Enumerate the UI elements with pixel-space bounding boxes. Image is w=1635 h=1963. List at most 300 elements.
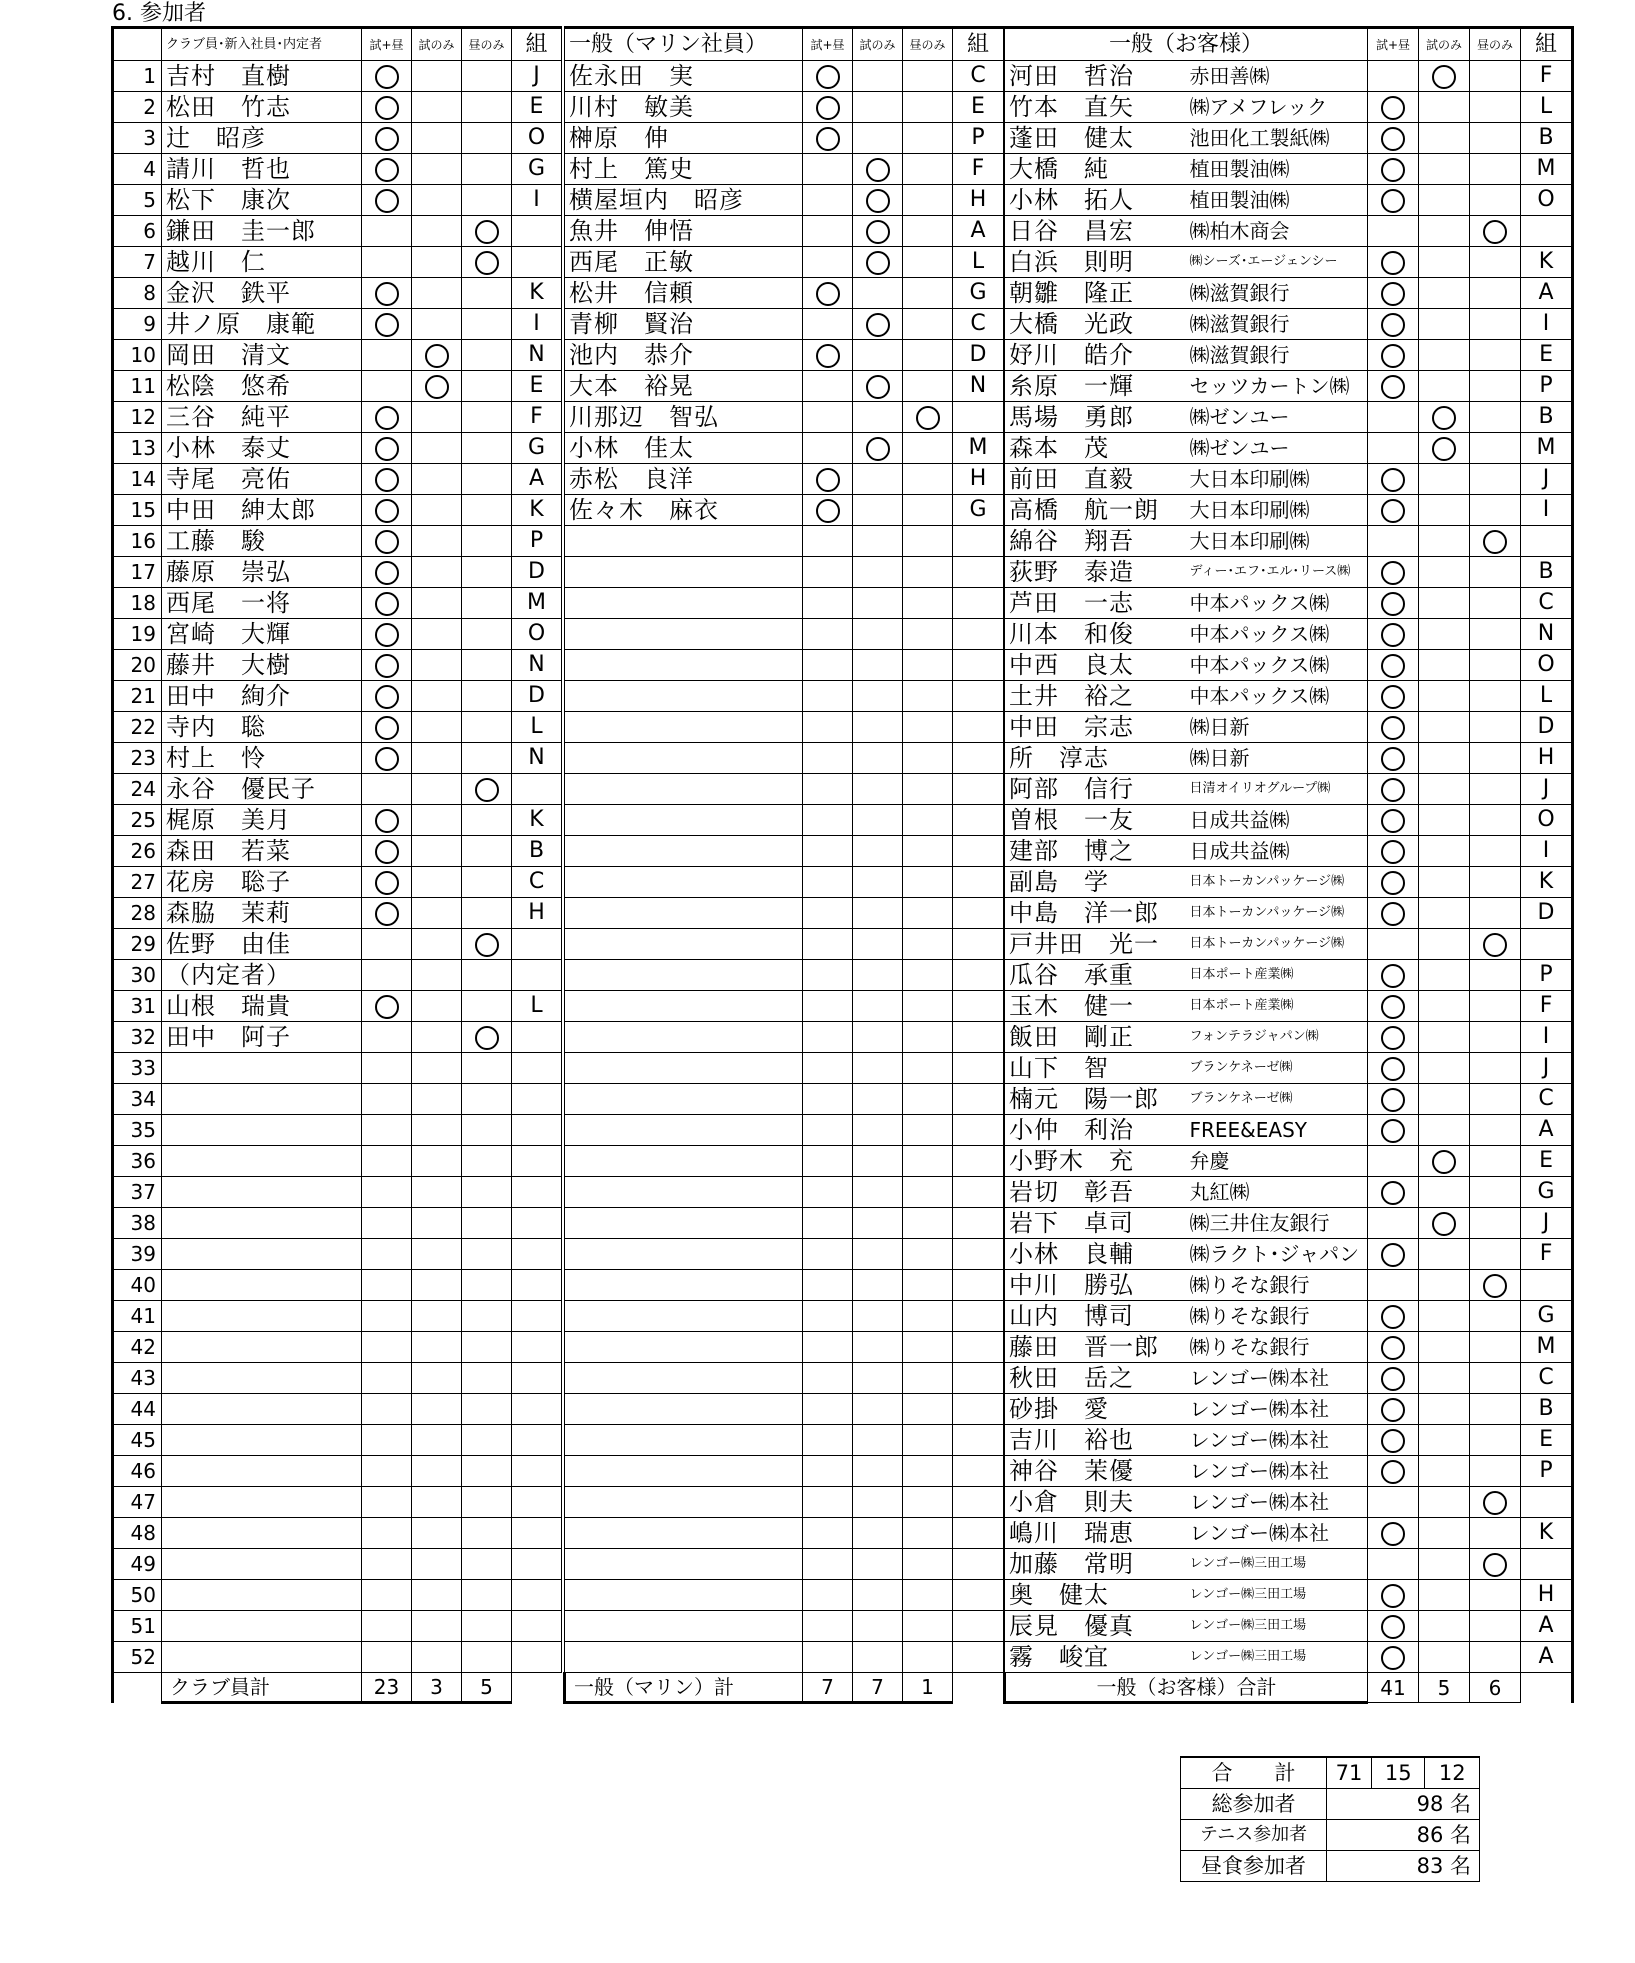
group-cell [1521, 1487, 1573, 1518]
participant-name: 花房 聡子 [162, 867, 362, 898]
lunch-only-cell [903, 185, 953, 216]
trial-lunch-cell [803, 123, 853, 154]
club-total-b: 3 [412, 1673, 462, 1703]
trial-lunch-cell [362, 309, 412, 340]
trial-only-cell [1419, 991, 1470, 1022]
circle-mark-icon [816, 344, 840, 368]
participant-name: 戸井田 光一 [1005, 929, 1186, 960]
trial-lunch-cell [1368, 743, 1419, 774]
group-cell: K [1521, 1518, 1573, 1549]
lunch-only-cell [903, 154, 953, 185]
table-row [565, 495, 1004, 526]
trial-lunch-cell [803, 1487, 853, 1518]
participant-name: 大本 裕晃 [565, 371, 803, 402]
participant-name [162, 1549, 362, 1580]
lunch-only-cell [462, 619, 512, 650]
group-cell: O [1521, 650, 1573, 681]
group-cell: J [1521, 1208, 1573, 1239]
group-cell [512, 1084, 562, 1115]
circle-mark-icon [475, 220, 499, 244]
trial-only-cell [1419, 216, 1470, 247]
group-cell [512, 1146, 562, 1177]
trial-lunch-cell [803, 991, 853, 1022]
lunch-only-cell [462, 309, 512, 340]
table-row [113, 185, 562, 216]
circle-mark-icon [1381, 251, 1405, 275]
lunch-only-cell [1470, 1084, 1521, 1115]
trial-only-cell [412, 1146, 462, 1177]
trial-only-cell [412, 557, 462, 588]
trial-only-cell [853, 743, 903, 774]
circle-mark-icon [1381, 964, 1405, 988]
participant-name [565, 619, 803, 650]
table-row [565, 1611, 1004, 1642]
guest-header-group: 組 [1521, 28, 1573, 61]
table-row [113, 1332, 562, 1363]
lunch-only-cell [1470, 340, 1521, 371]
participant-name: 秋田 岳之 [1005, 1363, 1186, 1394]
group-cell: M [512, 588, 562, 619]
table-row [565, 1549, 1004, 1580]
trial-only-cell [853, 92, 903, 123]
participant-name [565, 557, 803, 588]
table-row [1005, 309, 1573, 340]
lunch-only-cell [462, 712, 512, 743]
trial-only-cell [853, 340, 903, 371]
row-number: 10 [113, 340, 162, 371]
company-name: 日清オイリオグループ㈱ [1186, 774, 1368, 805]
trial-lunch-cell [1368, 1053, 1419, 1084]
table-row [565, 929, 1004, 960]
participant-name [565, 1239, 803, 1270]
table-row [113, 1053, 562, 1084]
lunch-only-cell [903, 61, 953, 92]
group-cell: K [512, 278, 562, 309]
trial-lunch-cell [1368, 433, 1419, 464]
trial-only-cell [412, 743, 462, 774]
participant-name [162, 1115, 362, 1146]
table-row [113, 433, 562, 464]
trial-only-cell [412, 1642, 462, 1673]
participant-name [565, 526, 803, 557]
circle-mark-icon [375, 685, 399, 709]
lunch-only-cell [1470, 216, 1521, 247]
group-cell [953, 557, 1004, 588]
trial-lunch-cell [803, 278, 853, 309]
circle-mark-icon [375, 127, 399, 151]
lunch-only-cell [1470, 1208, 1521, 1239]
participant-name [162, 1518, 362, 1549]
group-cell [512, 216, 562, 247]
trial-lunch-cell [1368, 681, 1419, 712]
trial-only-cell [1419, 123, 1470, 154]
trial-only-cell [1419, 898, 1470, 929]
row-number: 43 [113, 1363, 162, 1394]
trial-lunch-cell [803, 1208, 853, 1239]
participant-name: 中西 良太 [1005, 650, 1186, 681]
trial-lunch-cell [803, 929, 853, 960]
trial-only-cell [1419, 1487, 1470, 1518]
group-cell [953, 836, 1004, 867]
company-name: 日本ポート産業㈱ [1186, 991, 1368, 1022]
lunch-only-cell [462, 836, 512, 867]
marine-total-a: 7 [803, 1673, 853, 1703]
trial-lunch-cell [362, 619, 412, 650]
table-row [1005, 867, 1573, 898]
trial-only-cell [853, 867, 903, 898]
club-total-a: 23 [362, 1673, 412, 1703]
trial-only-cell [412, 1518, 462, 1549]
trial-only-cell [853, 1456, 903, 1487]
trial-lunch-cell [803, 1177, 853, 1208]
row-number: 14 [113, 464, 162, 495]
group-cell: O [1521, 805, 1573, 836]
lunch-only-cell [1470, 1549, 1521, 1580]
trial-lunch-cell [362, 1239, 412, 1270]
trial-only-cell [853, 123, 903, 154]
row-number: 26 [113, 836, 162, 867]
lunch-only-cell [1470, 371, 1521, 402]
trial-only-cell [853, 1363, 903, 1394]
trial-only-cell [412, 1022, 462, 1053]
table-row [565, 216, 1004, 247]
company-name: ㈱日新 [1186, 743, 1368, 774]
trial-lunch-cell [362, 371, 412, 402]
participant-name [565, 1146, 803, 1177]
row-number: 47 [113, 1487, 162, 1518]
group-cell: D [1521, 712, 1573, 743]
trial-lunch-cell [362, 340, 412, 371]
trial-only-cell [853, 402, 903, 433]
trial-only-cell [1419, 1301, 1470, 1332]
group-cell [512, 1611, 562, 1642]
trial-lunch-cell [362, 898, 412, 929]
trial-only-cell [1419, 1022, 1470, 1053]
circle-mark-icon [1381, 1119, 1405, 1143]
trial-lunch-cell [1368, 1549, 1419, 1580]
table-row [1005, 1425, 1573, 1456]
trial-only-cell [853, 464, 903, 495]
group-cell [512, 1301, 562, 1332]
group-cell: O [1521, 185, 1573, 216]
company-name: 日本トーカンパッケージ㈱ [1186, 898, 1368, 929]
group-cell: H [953, 185, 1004, 216]
table-row [1005, 774, 1573, 805]
trial-lunch-cell [1368, 340, 1419, 371]
row-number: 45 [113, 1425, 162, 1456]
table-row [113, 340, 562, 371]
table-row [113, 1301, 562, 1332]
participant-name: 砂掛 愛 [1005, 1394, 1186, 1425]
trial-lunch-cell [362, 1208, 412, 1239]
lunch-only-cell [1470, 154, 1521, 185]
trial-lunch-cell [1368, 898, 1419, 929]
participant-name: 村上 篤史 [565, 154, 803, 185]
trial-only-cell [1419, 1208, 1470, 1239]
participant-name: 蓬田 健太 [1005, 123, 1186, 154]
trial-lunch-cell [803, 247, 853, 278]
row-number: 20 [113, 650, 162, 681]
trial-lunch-cell [362, 247, 412, 278]
trial-only-cell [1419, 464, 1470, 495]
circle-mark-icon [1381, 1243, 1405, 1267]
table-row [565, 836, 1004, 867]
lunch-only-cell [903, 929, 953, 960]
circle-mark-icon [1381, 747, 1405, 771]
guest-table [1003, 26, 1574, 1704]
lunch-only-cell [903, 526, 953, 557]
table-row [1005, 929, 1573, 960]
row-number: 25 [113, 805, 162, 836]
trial-only-cell [412, 1301, 462, 1332]
participant-name [565, 1394, 803, 1425]
trial-lunch-cell [803, 650, 853, 681]
company-name: 弁慶 [1186, 1146, 1368, 1177]
row-number: 6 [113, 216, 162, 247]
lunch-only-cell [462, 1022, 512, 1053]
group-cell [953, 1611, 1004, 1642]
trial-only-cell [1419, 619, 1470, 650]
club-header-c3: 昼のみ [462, 28, 512, 61]
participant-name: （内定者） [162, 960, 362, 991]
table-row [1005, 278, 1573, 309]
table-row [1005, 1239, 1573, 1270]
lunch-only-cell [1470, 712, 1521, 743]
trial-lunch-cell [362, 1301, 412, 1332]
lunch-only-cell [1470, 1146, 1521, 1177]
table-row [565, 1053, 1004, 1084]
trial-lunch-cell [803, 1022, 853, 1053]
circle-mark-icon [375, 654, 399, 678]
trial-only-cell [853, 216, 903, 247]
group-cell [1521, 216, 1573, 247]
trial-only-cell [853, 433, 903, 464]
table-row [1005, 1642, 1573, 1673]
trial-only-cell [412, 991, 462, 1022]
table-row [565, 681, 1004, 712]
company-name: 中本パックス㈱ [1186, 588, 1368, 619]
row-number: 50 [113, 1580, 162, 1611]
lunch-only-cell [1470, 588, 1521, 619]
trial-only-cell [1419, 495, 1470, 526]
lunch-only-cell [462, 61, 512, 92]
lunch-only-cell [903, 1270, 953, 1301]
trial-lunch-cell [803, 495, 853, 526]
trial-lunch-cell [362, 1270, 412, 1301]
participant-name: 荻野 泰造 [1005, 557, 1186, 588]
group-cell [953, 402, 1004, 433]
group-cell [953, 1022, 1004, 1053]
lunch-only-cell [903, 278, 953, 309]
lunch-only-cell [1470, 247, 1521, 278]
circle-mark-icon [375, 468, 399, 492]
table-row [565, 464, 1004, 495]
table-row [1005, 1208, 1573, 1239]
trial-only-cell [1419, 1580, 1470, 1611]
table-row [113, 1580, 562, 1611]
group-cell: N [512, 340, 562, 371]
group-cell: J [1521, 464, 1573, 495]
table-row [1005, 123, 1573, 154]
circle-mark-icon [866, 220, 890, 244]
group-cell [512, 1208, 562, 1239]
lunch-only-cell [1470, 309, 1521, 340]
participant-name: 森本 茂 [1005, 433, 1186, 464]
trial-lunch-cell [1368, 216, 1419, 247]
trial-only-cell [412, 247, 462, 278]
row-number: 7 [113, 247, 162, 278]
circle-mark-icon [1483, 530, 1507, 554]
trial-only-cell [1419, 526, 1470, 557]
group-cell: O [512, 619, 562, 650]
trial-lunch-cell [362, 1580, 412, 1611]
table-row [1005, 991, 1573, 1022]
group-cell [953, 743, 1004, 774]
circle-mark-icon [375, 282, 399, 306]
participant-name [162, 1611, 362, 1642]
circle-mark-icon [475, 1026, 499, 1050]
lunch-only-cell [903, 774, 953, 805]
trial-lunch-cell [362, 743, 412, 774]
lunch-only-cell [903, 340, 953, 371]
group-cell: N [512, 650, 562, 681]
circle-mark-icon [1381, 840, 1405, 864]
lunch-only-cell [1470, 743, 1521, 774]
lunch-only-cell [462, 464, 512, 495]
lunch-only-cell [903, 681, 953, 712]
table-row [1005, 526, 1573, 557]
trial-only-cell [1419, 681, 1470, 712]
table-row [565, 1456, 1004, 1487]
participant-name [565, 1642, 803, 1673]
group-cell: F [512, 402, 562, 433]
trial-only-cell [412, 805, 462, 836]
circle-mark-icon [375, 65, 399, 89]
lunch-only-cell [1470, 960, 1521, 991]
trial-lunch-cell [803, 805, 853, 836]
table-row [113, 1115, 562, 1146]
trial-lunch-cell [362, 464, 412, 495]
trial-only-cell [1419, 805, 1470, 836]
group-cell: L [953, 247, 1004, 278]
participant-name: 横屋垣内 昭彦 [565, 185, 803, 216]
trial-lunch-cell [803, 433, 853, 464]
table-row [1005, 464, 1573, 495]
trial-only-cell [853, 1239, 903, 1270]
lunch-only-cell [462, 433, 512, 464]
circle-mark-icon [1483, 1491, 1507, 1515]
company-name: 植田製油㈱ [1186, 185, 1368, 216]
trial-lunch-cell [1368, 1177, 1419, 1208]
club-table [111, 26, 562, 1704]
row-number: 2 [113, 92, 162, 123]
group-cell: A [1521, 1115, 1573, 1146]
lunch-only-cell [1470, 92, 1521, 123]
circle-mark-icon [866, 375, 890, 399]
club-header-group: 組 [512, 28, 562, 61]
trial-only-cell [853, 278, 903, 309]
trial-lunch-cell [803, 1518, 853, 1549]
trial-only-cell [1419, 1239, 1470, 1270]
lunch-only-cell [903, 433, 953, 464]
participant-name: 松陰 悠希 [162, 371, 362, 402]
trial-lunch-cell [362, 712, 412, 743]
circle-mark-icon [1381, 1615, 1405, 1639]
participant-name: 川那辺 智弘 [565, 402, 803, 433]
lunch-only-cell [462, 278, 512, 309]
circle-mark-icon [375, 313, 399, 337]
table-row [565, 1208, 1004, 1239]
company-name: レンゴー㈱本社 [1186, 1425, 1368, 1456]
trial-lunch-cell [803, 340, 853, 371]
group-cell: J [512, 61, 562, 92]
participant-name: 田中 絢介 [162, 681, 362, 712]
row-number: 5 [113, 185, 162, 216]
row-number: 51 [113, 1611, 162, 1642]
trial-only-cell [1419, 92, 1470, 123]
circle-mark-icon [1381, 1522, 1405, 1546]
table-row [113, 557, 562, 588]
trial-only-cell [412, 278, 462, 309]
trial-only-cell [853, 960, 903, 991]
lunch-only-cell [462, 402, 512, 433]
lunch-only-cell [462, 1549, 512, 1580]
lunch-only-cell [903, 619, 953, 650]
trial-lunch-cell [1368, 247, 1419, 278]
total-participants-label: 総参加者 [1181, 1789, 1327, 1820]
row-number: 16 [113, 526, 162, 557]
trial-lunch-cell [1368, 1487, 1419, 1518]
circle-mark-icon [1381, 1646, 1405, 1670]
circle-mark-icon [375, 530, 399, 554]
trial-only-cell [1419, 1053, 1470, 1084]
trial-only-cell [853, 1332, 903, 1363]
circle-mark-icon [1381, 1181, 1405, 1205]
participant-name [565, 1363, 803, 1394]
table-row [1005, 1146, 1573, 1177]
circle-mark-icon [375, 871, 399, 895]
row-number: 36 [113, 1146, 162, 1177]
trial-lunch-cell [1368, 774, 1419, 805]
row-number: 34 [113, 1084, 162, 1115]
lunch-only-cell [1470, 1270, 1521, 1301]
lunch-only-cell [462, 557, 512, 588]
table-row [113, 836, 562, 867]
trial-lunch-cell [362, 1487, 412, 1518]
trial-lunch-cell [1368, 1208, 1419, 1239]
circle-mark-icon [1381, 1057, 1405, 1081]
company-name: ㈱滋賀銀行 [1186, 340, 1368, 371]
trial-lunch-cell [1368, 1518, 1419, 1549]
table-row [1005, 1363, 1573, 1394]
club-header-c2: 試のみ [412, 28, 462, 61]
group-cell [953, 1549, 1004, 1580]
trial-only-cell [1419, 1115, 1470, 1146]
group-cell [953, 1394, 1004, 1425]
trial-only-cell [412, 619, 462, 650]
group-cell: H [1521, 743, 1573, 774]
lunch-only-cell [1470, 1456, 1521, 1487]
group-cell [953, 1115, 1004, 1146]
group-cell [953, 991, 1004, 1022]
lunch-only-cell [903, 495, 953, 526]
lunch-only-cell [1470, 123, 1521, 154]
participant-name: 飯田 剛正 [1005, 1022, 1186, 1053]
trial-only-cell [412, 1084, 462, 1115]
lunch-only-cell [462, 650, 512, 681]
participant-name [565, 1549, 803, 1580]
group-cell: F [953, 154, 1004, 185]
